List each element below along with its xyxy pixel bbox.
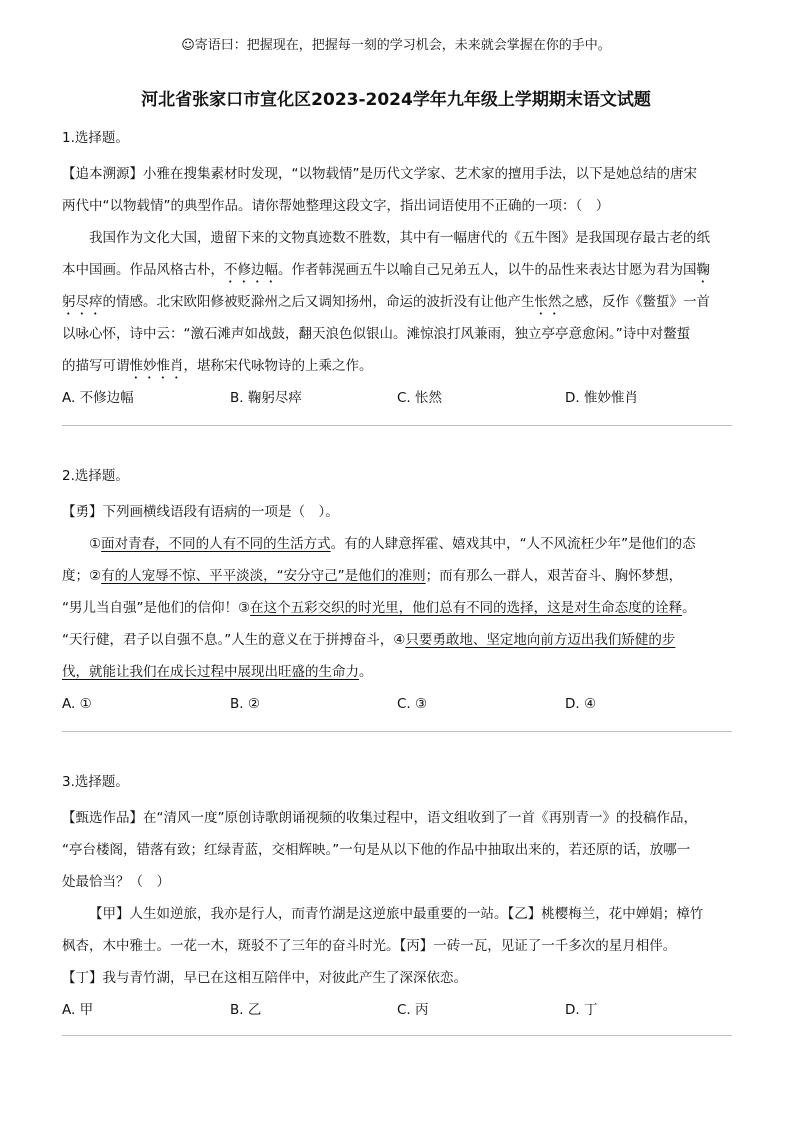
dotted-term: 怅然 [534, 294, 562, 310]
underlined-segment: 有的人宠辱不惊、平平淡淡，“安分守己”是他们的准则 [101, 568, 426, 584]
question-3 [62, 772, 734, 1026]
question-2 [62, 466, 734, 720]
dotted-term: 惟妙惟肖 [129, 358, 184, 374]
text-span: “天行健，君子以自强不息。”人生的意义在于拼搏奋斗，④ [62, 632, 406, 648]
text-span: 。有的人肆意挥霍、嬉戏其中，“人不风流枉少年”是他们的态 [330, 536, 696, 552]
passage-line [62, 624, 734, 656]
text-span: 。 [682, 600, 696, 616]
option-a[interactable]: A. 甲 [62, 1002, 94, 1018]
option-a[interactable]: A. 不修边幅 [62, 390, 134, 406]
text-span: “男儿当自强”是他们的信仰！③ [62, 600, 251, 616]
passage-line [62, 350, 734, 382]
passage-line: 以咏心怀，诗中云：“激石滩声如战鼓，翻天浪色似银山。滩惊浪打风兼雨，独立亭亭意愈闲。”诗中对鳖蜇 [62, 326, 691, 342]
passage-line: 【甲】人生如逆旅，我亦是行人，而青竹湖是这逆旅中最重要的一站。【乙】桃樱梅兰，花中婵娟；樟竹 [89, 906, 704, 922]
dotted-term: 鞠 [696, 262, 710, 278]
option-d[interactable]: D. ④ [565, 696, 597, 712]
question-stem: “亭台楼阁，错落有致；红绿青蓝，交相辉映。”一句是从以下他的作品中抽取出来的，若还原的话，放哪一 [62, 842, 691, 858]
passage-line: 我国作为文化大国，遗留下来的文物真迹数不胜数，其中有一幅唐代的《五牛图》是我国现存最古老的纸 [89, 230, 710, 246]
answer-options [62, 994, 734, 1026]
question-number: 1.选择题。 [62, 130, 129, 146]
option-b[interactable]: B. ② [230, 696, 260, 712]
answer-options [62, 382, 734, 414]
question-stem: 【勇】下列画横线语段有语病的一项是（ ）。 [62, 504, 339, 520]
passage-line [62, 254, 734, 286]
passage-line [62, 592, 734, 624]
underlined-segment: 面对青春，不同的人有不同的生活方式 [101, 536, 331, 552]
divider [62, 425, 732, 426]
passage-line [62, 656, 734, 688]
text-span: ① [89, 536, 102, 552]
passage-line [62, 286, 734, 318]
option-c[interactable]: C. 丙 [397, 1002, 429, 1018]
option-a[interactable]: A. ① [62, 696, 92, 712]
question-stem: 【追本溯源】小雅在搜集素材时发现，“以物载情”是历代文学家、艺术家的擅用手法，以下是她总结的唐宋 [62, 166, 697, 182]
underlined-segment: 只要勇敢地、坚定地向前方迈出我们矫健的步 [405, 632, 676, 648]
passage-line [62, 560, 734, 592]
question-stem: 处最恰当？（ ） [62, 874, 170, 890]
page-title: 河北省张家口市宣化区2023-2024学年九年级上学期期末语文试题 [141, 90, 651, 110]
question-1 [62, 128, 734, 414]
text-span: 的情感。北宋欧阳修被贬滁州之后又调知扬州，命运的波折没有让他产生 [102, 294, 535, 310]
underlined-segment: 在这个五彩交织的时光里，他们总有不同的选择，这是对生命态度的诠释 [250, 600, 683, 616]
divider [62, 1035, 732, 1036]
passage-line: 【丁】我与青竹湖，早已在这相互陪伴中，对彼此产生了深深依恋。 [62, 970, 467, 986]
option-d[interactable]: D. 惟妙惟肖 [565, 390, 638, 406]
underlined-segment: 伐，就能让我们在成长过程中展现出旺盛的生命力 [62, 664, 359, 680]
option-b[interactable]: B. 乙 [230, 1002, 262, 1018]
text-span: 。 [359, 664, 373, 680]
option-c[interactable]: C. 怅然 [397, 390, 443, 406]
text-span: 之感，反作《鳖蜇》一首 [561, 294, 710, 310]
motto-text: ☺寄语曰：把握现在，把握每一刻的学习机会，未来就会掌握在你的手中。 [181, 38, 611, 53]
question-number: 2.选择题。 [62, 468, 129, 484]
answer-options [62, 688, 734, 720]
dotted-term: 躬尽瘁 [62, 294, 103, 310]
option-b[interactable]: B. 鞠躬尽瘁 [230, 390, 302, 406]
text-span: ，堪称宋代咏物诗的上乘之作。 [183, 358, 373, 374]
text-span: 度；② [62, 568, 102, 584]
question-stem: 【甄选作品】在“清风一度”原创诗歌朗诵视频的收集过程中，语文组收到了一首《再别青一》的投稿作品， [62, 810, 697, 826]
divider [62, 731, 732, 732]
option-c[interactable]: C. ③ [397, 696, 428, 712]
passage-line [62, 528, 734, 560]
dotted-term: 不修边幅 [224, 262, 278, 278]
text-span: ；而有那么一群人，艰苦奋斗、胸怀梦想， [425, 568, 683, 584]
option-d[interactable]: D. 丁 [565, 1002, 598, 1018]
text-span: 的描写可谓 [62, 358, 130, 374]
question-stem: 两代中“以物载情”的典型作品。请你帮她整理这段文字，指出词语使用不正确的一项：（ ） [62, 198, 610, 214]
text-span: 本中国画。作品风格古朴， [62, 262, 224, 278]
question-number: 3.选择题。 [62, 774, 129, 790]
text-span: 。作者韩滉画五牛以喻自己兄弟五人，以牛的品性来表达甘愿为君为国 [278, 262, 697, 278]
passage-line: 枫杏，木中雅士。一花一木，斑驳不了三年的奋斗时光。【丙】一砖一瓦，见证了一千多次的星月相伴。 [62, 938, 677, 954]
